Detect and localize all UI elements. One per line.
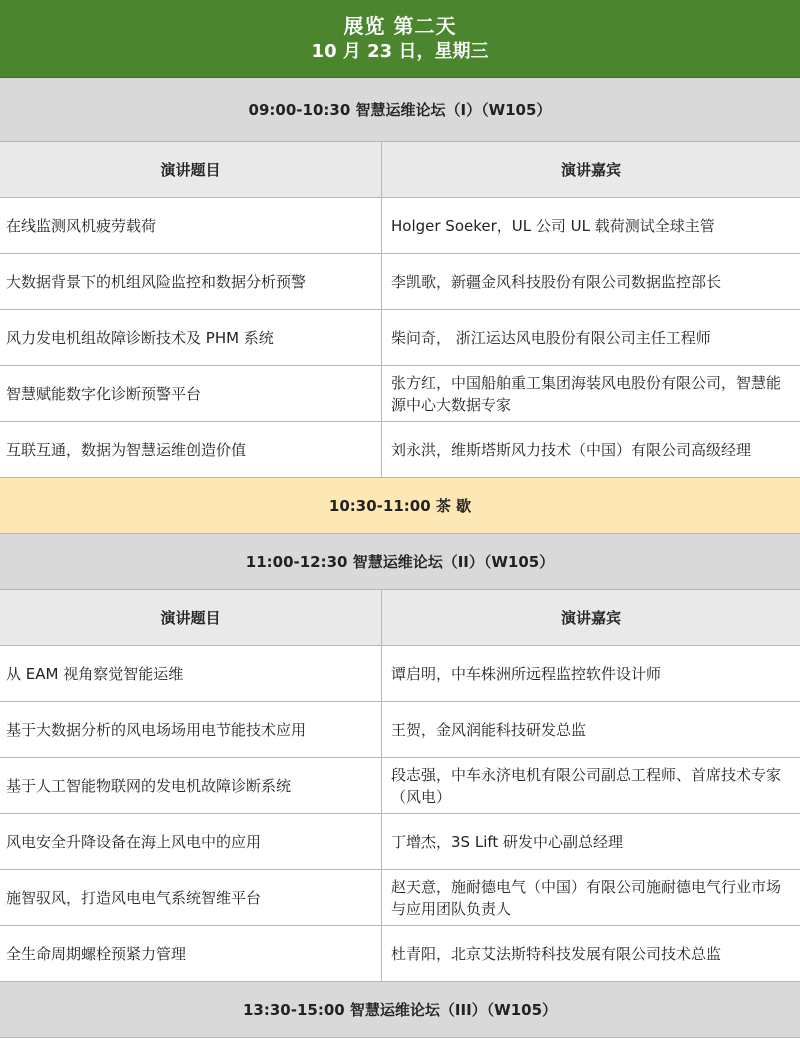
session-title: 09:00-10:30 智慧运维论坛（I）（W105） xyxy=(0,78,800,142)
talk-speaker: 段志强，中车永济电机有限公司副总工程师、首席技术专家（风电） xyxy=(391,765,782,806)
talk-speaker: 刘永洪，维斯塔斯风力技术（中国）有限公司高级经理 xyxy=(391,440,752,459)
table-row xyxy=(0,198,800,254)
table-row xyxy=(0,702,800,758)
table-row xyxy=(0,814,800,870)
talk-topic: 在线监测风机疲劳载荷 xyxy=(0,198,382,253)
talk-speaker: 谭启明，中车株洲所远程监控软件设计师 xyxy=(391,664,662,683)
talk-topic: 风电安全升降设备在海上风电中的应用 xyxy=(0,814,382,869)
talk-topic: 智慧赋能数字化诊断预警平台 xyxy=(0,366,382,421)
talk-topic: 施智驭风，打造风电电气系统智维平台 xyxy=(0,870,382,925)
table-row xyxy=(0,366,800,422)
speaker-column-header: 演讲嘉宾 xyxy=(560,608,621,627)
talk-speaker: 柴问奇， 浙江运达风电股份有限公司主任工程师 xyxy=(391,328,711,347)
table-row xyxy=(0,254,800,310)
session-title: 11:00-12:30 智慧运维论坛（II）（W105） xyxy=(0,534,800,590)
talk-speaker: 张方红，中国船舶重工集团海装风电股份有限公司，智慧能源中心大数据专家 xyxy=(391,373,782,414)
column-header-row xyxy=(0,142,800,198)
tea-break: 10:30-11:00 茶 歇 xyxy=(0,478,800,534)
day-date: 10 月 23 日，星期三 xyxy=(311,40,489,62)
talk-speaker: 杜青阳，北京艾法斯特科技发展有限公司技术总监 xyxy=(391,944,722,963)
table-row xyxy=(0,758,800,814)
day-header xyxy=(0,0,800,78)
speaker-column-header: 演讲嘉宾 xyxy=(560,160,621,179)
talk-speaker: 李凯歌，新疆金风科技股份有限公司数据监控部长 xyxy=(391,272,722,291)
session-title: 13:30-15:00 智慧运维论坛（III）（W105） xyxy=(0,982,800,1038)
column-header-row xyxy=(0,590,800,646)
table-row xyxy=(0,646,800,702)
talk-topic: 大数据背景下的机组风险监控和数据分析预警 xyxy=(0,254,382,309)
topic-column-header: 演讲题目 xyxy=(0,590,382,645)
table-row xyxy=(0,422,800,478)
talk-topic: 基于大数据分析的风电场场用电节能技术应用 xyxy=(0,702,382,757)
table-row xyxy=(0,926,800,982)
topic-column-header: 演讲题目 xyxy=(0,142,382,197)
table-row xyxy=(0,310,800,366)
talk-topic: 从 EAM 视角察觉智能运维 xyxy=(0,646,382,701)
talk-topic: 风力发电机组故障诊断技术及 PHM 系统 xyxy=(0,310,382,365)
talk-speaker: 王贺，金风润能科技研发总监 xyxy=(391,720,587,739)
table-row xyxy=(0,870,800,926)
talk-topic: 全生命周期螺栓预紧力管理 xyxy=(0,926,382,981)
talk-topic: 互联互通，数据为智慧运维创造价值 xyxy=(0,422,382,477)
talk-speaker: 赵天意，施耐德电气（中国）有限公司施耐德电气行业市场与应用团队负责人 xyxy=(391,877,782,918)
talk-speaker: 丁增杰，3S Lift 研发中心副总经理 xyxy=(391,832,624,851)
talk-topic: 基于人工智能物联网的发电机故障诊断系统 xyxy=(0,758,382,813)
day-title: 展览 第二天 xyxy=(343,13,457,38)
talk-speaker: Holger Soeker，UL 公司 UL 载荷测试全球主管 xyxy=(391,216,715,235)
